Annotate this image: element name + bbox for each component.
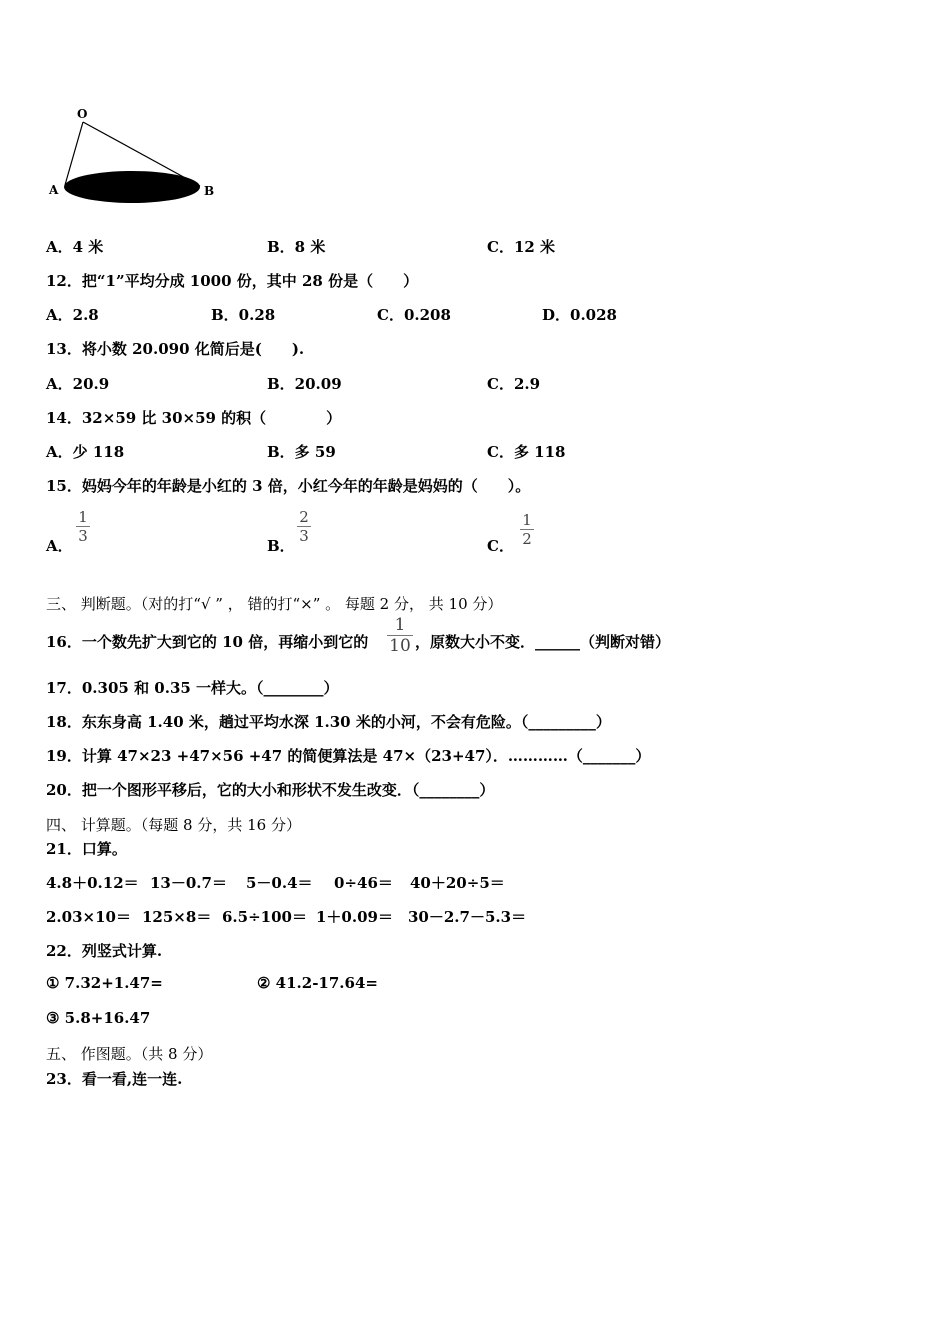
section-4-heading: 四、 计算题。（每题 8 分，共 16 分） <box>46 816 301 834</box>
q21-item: 30－2.7－5.3＝ <box>408 908 527 926</box>
q13-stem: 13．将小数 20.090 化简后是( ). <box>46 340 305 358</box>
q21-item: 0÷46＝ <box>334 874 393 892</box>
q21-stem: 21．口算。 <box>46 840 127 858</box>
q13-option-a: A．20.9 <box>46 375 110 393</box>
q12-option-a: A．2.8 <box>46 306 99 324</box>
q12-option-d: D．0.028 <box>542 306 617 324</box>
fraction-numerator: 1 <box>78 508 88 526</box>
cone-edge-oa <box>65 122 83 185</box>
q21-item: 4.8＋0.12＝ <box>46 874 139 892</box>
fraction-numerator: 1 <box>522 511 532 529</box>
fraction-numerator: 2 <box>299 508 309 526</box>
q22-item-2: ② 41.2-17.64= <box>257 974 378 992</box>
cone-figure <box>40 100 230 210</box>
q16-text-before: 16．一个数先扩大到它的 10 倍，再缩小到它的 <box>46 633 369 651</box>
q12-option-c: C．0.208 <box>377 306 451 324</box>
q13-option-c: C．2.9 <box>487 375 541 393</box>
q21-item: 13－0.7＝ <box>150 874 227 892</box>
q11-option-b: B．8 米 <box>267 238 326 256</box>
q20-text: 20．把一个图形平移后，它的大小和形状不发生改变．（________） <box>46 781 495 799</box>
q21-item: 5－0.4＝ <box>246 874 313 892</box>
q15-option-b-fraction <box>297 509 311 544</box>
q15-stem: 15．妈妈今年的年龄是小红的 3 倍，小红今年的年龄是妈妈的（ ）。 <box>46 477 531 495</box>
q15-option-a-label: A． <box>46 537 73 555</box>
q21-item: 40＋20÷5＝ <box>410 874 505 892</box>
q11-option-c: C．12 米 <box>487 238 556 256</box>
q22-stem: 22．列竖式计算. <box>46 942 163 960</box>
q23-text: 23．看一看,连一连. <box>46 1070 183 1088</box>
fraction-denominator: 2 <box>522 530 532 548</box>
q15-option-c-fraction <box>520 512 534 547</box>
q13-option-b: B．20.09 <box>267 375 342 393</box>
q21-item: 2.03×10＝ <box>46 908 131 926</box>
q15-option-b-label: B． <box>267 537 295 555</box>
fraction-denominator: 3 <box>78 527 88 545</box>
q19-text: 19．计算 47×23 +47×56 +47 的简便算法是 47×（23+47）．…………（_______） <box>46 747 651 765</box>
q12-option-b: B．0.28 <box>211 306 276 324</box>
section-3-heading: 三、 判断题。（对的打“√ ” ， 错的打“×” 。 每题 2 分， 共 10 分） <box>46 595 503 613</box>
q22-item-3: ③ 5.8+16.47 <box>46 1009 151 1027</box>
fraction-numerator: 1 <box>394 615 406 635</box>
q17-text: 17．0.305 和 0.35 一样大。（________） <box>46 679 339 697</box>
q14-option-a: A．少 118 <box>46 443 125 461</box>
fraction-denominator: 10 <box>389 636 411 656</box>
q14-stem: 14．32×59 比 30×59 的积（ ） <box>46 409 342 427</box>
q21-item: 1＋0.09＝ <box>316 908 393 926</box>
fraction-denominator: 3 <box>299 527 309 545</box>
q22-item-1: ① 7.32+1.47= <box>46 974 163 992</box>
q16-fraction <box>387 616 413 655</box>
q14-option-b: B．多 59 <box>267 443 336 461</box>
q18-text: 18．东东身高 1.40 米，趟过平均水深 1.30 米的小河，不会有危险。（_________） <box>46 713 611 731</box>
label-b: B <box>204 184 215 198</box>
q14-option-c: C．多 118 <box>487 443 566 461</box>
q15-option-c-label: C． <box>487 537 514 555</box>
section-5-heading: 五、 作图题。（共 8 分） <box>46 1045 213 1063</box>
q21-item: 6.5÷100＝ <box>222 908 307 926</box>
q11-option-a: A．4 米 <box>46 238 104 256</box>
q15-option-a-fraction <box>76 509 90 544</box>
q12-stem: 12．把“1”平均分成 1000 份，其中 28 份是（ ） <box>46 272 419 290</box>
q16-text-after: ，原数大小不变．______（判断对错） <box>415 633 671 651</box>
label-a: A <box>49 183 59 197</box>
q21-item: 125×8＝ <box>142 908 212 926</box>
label-o: O <box>77 107 88 121</box>
cone-base <box>64 171 200 203</box>
